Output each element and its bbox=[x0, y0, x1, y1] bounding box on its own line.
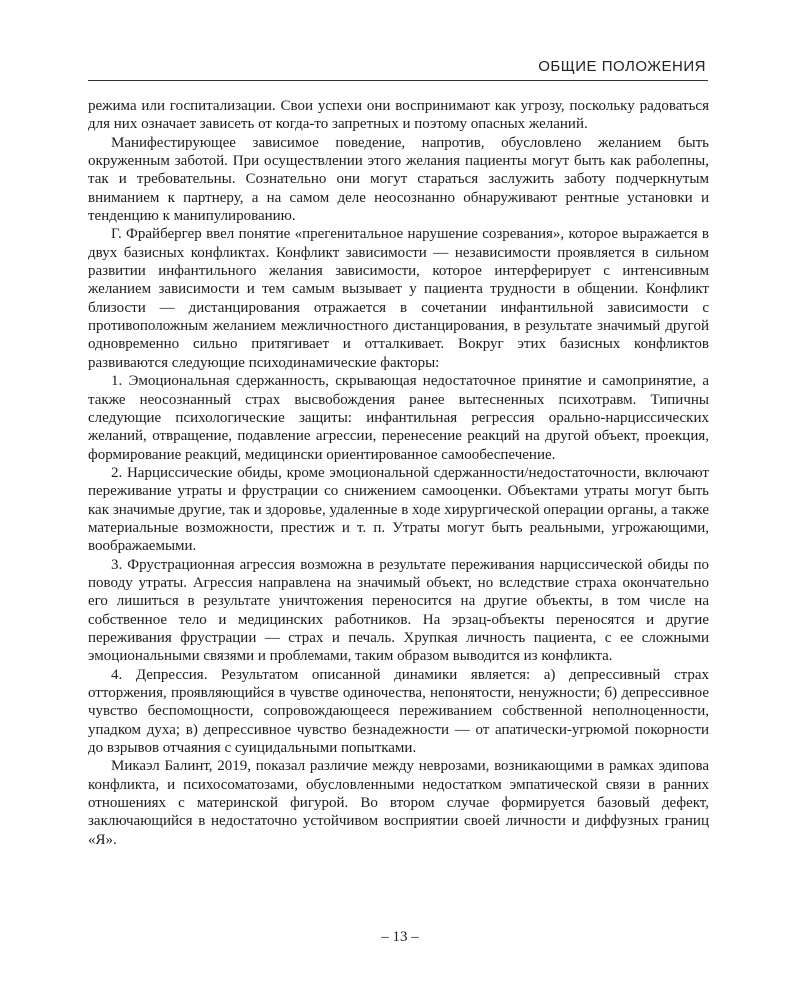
paragraph: режима или госпитализации. Свои успехи они воспринимают как угрозу, поскольку радоваться для них означает зависеть от когда-то запретных и поэтому опасных желаний. bbox=[88, 98, 709, 133]
paragraph: Г. Фрайбергер ввел понятие «прегенитальное нарушение созревания», которое выражается в двух базисных конфликтах. Конфликт зависимости — независимости проявляется в сильном развитии инфантильного желания зависимости, которое интерферирует с интенсивным желанием зависимости и тем самым вызывает у пациента трудности в общении. Конфликт близости — дистанцирования отражается в сочетании инфантильной зависимости с противоположным желанием межличностного дистанцирования, в результате значимый другой одновременно сильно притягивает и отталкивает. Вокруг этих базисных конфликтов развиваются следующие психодинамические факторы: bbox=[88, 226, 709, 371]
header-title: ОБЩИЕ ПОЛОЖЕНИЯ bbox=[538, 58, 706, 75]
paragraph: 3. Фрустрационная агрессия возможна в результате переживания нарциссической обиды по поводу утраты. Агрессия направлена на значимый объект, но вследствие страха окончательно его лишиться в результате уничтожения переносится на другие объекты, в том числе на собственное тело и медицинских работников. На эрзац-объекты переносятся и другие переживания фрустрации — страх и печаль. Хрупкая личность пациента, с ее сложными эмоциональными связями и проблемами, таким образом выводится из конфликта. bbox=[88, 556, 709, 665]
paragraph: 1. Эмоциональная сдержанность, скрывающая недостаточное принятие и самопринятие, а также неосознанный страх высвобождения ранее вытесненных психотравм. Типичны следующие психологические защиты: инфантильная регрессия орально-нарциссических желаний, отвращение, подавление агрессии, перенесение реакций на другой объект, проекция, формирование реакций, медицински ориентированное самообеспечение. bbox=[88, 373, 709, 463]
header-rule bbox=[88, 80, 708, 81]
paragraph: 4. Депрессия. Результатом описанной динамики является: а) депрессивный страх отторжения, проявляющийся в чувстве одиночества, непонятости, ненужности; б) депрессивное чувство беспомощности, сопровождающееся переживанием собственной неполноценности, упадком духа; в) депрессивное чувство безнадежности — от апатически-угрюмой покорности до взрывов отчаяния с суицидальными попытками. bbox=[88, 666, 709, 757]
running-header bbox=[88, 58, 708, 80]
body-text bbox=[88, 97, 709, 849]
paragraph: Манифестирующее зависимое поведение, напротив, обусловлено желанием быть окруженным заботой. При осуществлении этого желания пациенты могут быть как раболепны, так и требовательны. Сознательно они могут стараться заслужить заботу подчеркнутым вниманием к партнеру, а на самом деле неосознанно обнаруживают рентные установки и тенденцию к манипулированию. bbox=[88, 134, 709, 225]
paragraph: 2. Нарциссические обиды, кроме эмоциональной сдержанности/недостаточности, включают переживание утраты и фрустрации со снижением самооценки. Объектами утраты могут быть как значимые другие, так и здоровье, удаленные в ходе хирургической операции органы, а также материальные возможности, престиж и т. п. Утраты могут быть реальными, угрожающими, воображаемыми. bbox=[88, 464, 709, 555]
page-number: – 13 – bbox=[381, 929, 419, 945]
paragraph: Микаэл Балинт, 2019, показал различие между неврозами, возникающими в рамках эдипова конфликта, и психосоматозами, обусловленными недостатком эмпатической связи в ранних отношениях с материнской фигурой. Во втором случае формируется базовый дефект, заключающийся в недостаточно устойчивом восприятии своей личности и диффузных границ «Я». bbox=[88, 758, 709, 848]
